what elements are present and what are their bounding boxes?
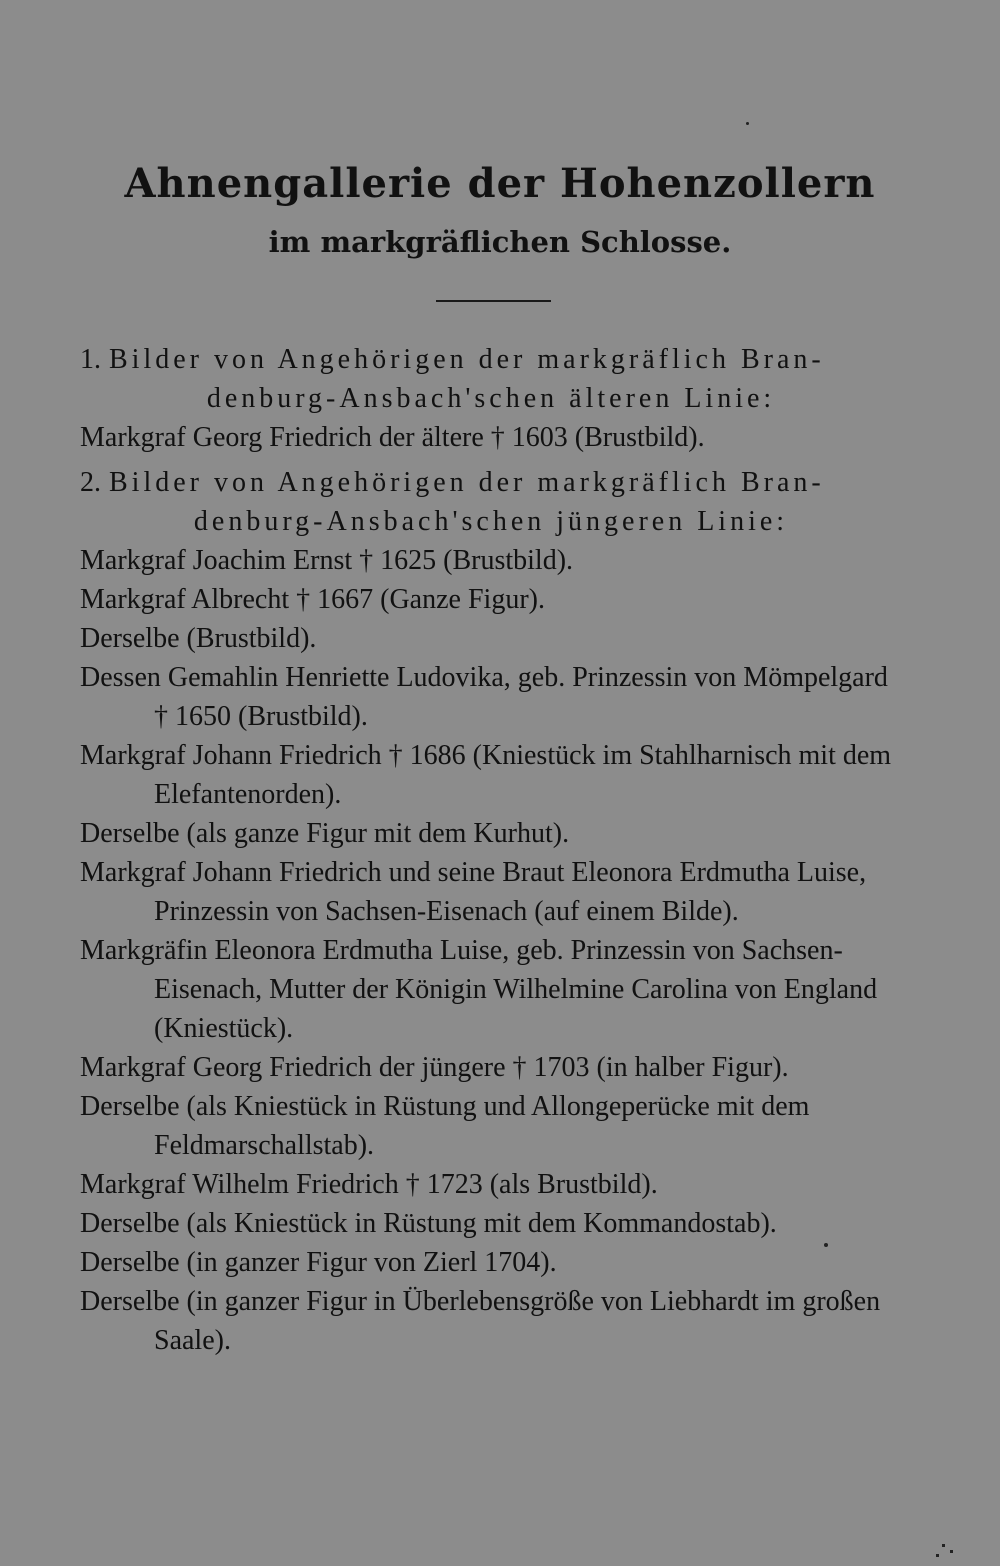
section-heading-continuation: denburg-Ansbach'schen älteren Linie: bbox=[206, 383, 776, 414]
page-subtitle: im markgräflichen Schlosse. bbox=[268, 225, 732, 259]
list-item: Derselbe (als Kniestück in Rüstung mit dem Kommandostab). bbox=[80, 1208, 777, 1239]
ink-speck bbox=[746, 122, 749, 125]
document-body bbox=[80, 340, 902, 1366]
list-item: Dessen Gemahlin Henriette Ludovika, geb. Prinzessin von Mömpelgard † 1650 (Brustbild). bbox=[80, 662, 888, 732]
list-item: Derselbe (Brustbild). bbox=[80, 623, 317, 654]
page-title: Ahnengallerie der Hohenzollern bbox=[124, 160, 876, 207]
section-number: 1. bbox=[80, 344, 101, 375]
list-item: Markgraf Georg Friedrich der jüngere † 1703 (in halber Figur). bbox=[80, 1052, 789, 1083]
title-divider bbox=[436, 300, 551, 302]
list-item: Markgraf Joachim Ernst † 1625 (Brustbild). bbox=[80, 545, 574, 576]
section-2 bbox=[80, 463, 902, 1360]
edge-specks bbox=[928, 1540, 968, 1560]
list-item: Derselbe (in ganzer Figur in Überlebensgröße von Liebhardt im großen Saale). bbox=[80, 1286, 881, 1356]
list-item: Derselbe (in ganzer Figur von Zierl 1704). bbox=[80, 1247, 557, 1278]
list-item: Derselbe (als ganze Figur mit dem Kurhut). bbox=[80, 818, 570, 849]
section-number: 2. bbox=[80, 467, 101, 498]
ink-speck bbox=[824, 1243, 828, 1247]
list-item: Markgraf Georg Friedrich der ältere † 1603 (Brustbild). bbox=[80, 422, 705, 453]
section-heading bbox=[80, 463, 902, 541]
section-heading-continuation: denburg-Ansbach'schen jüngeren Linie: bbox=[193, 506, 789, 537]
list-item: Markgraf Albrecht † 1667 (Ganze Figur). bbox=[80, 584, 545, 615]
list-item: Markgraf Johann Friedrich und seine Braut Eleonora Erdmutha Luise, Prinzessin von Sachsen-Eisenach (auf einem Bilde). bbox=[80, 857, 867, 927]
list-item: Markgraf Johann Friedrich † 1686 (Kniestück im Stahlharnisch mit dem Elefantenorden). bbox=[80, 740, 892, 810]
section-1 bbox=[80, 340, 902, 457]
section-heading-text: Bilder von Angehörigen der markgräflich Bran- bbox=[109, 467, 825, 498]
list-item: Markgraf Wilhelm Friedrich † 1723 (als Brustbild). bbox=[80, 1169, 658, 1200]
list-item: Derselbe (als Kniestück in Rüstung und Allongeperücke mit dem Feldmarschallstab). bbox=[80, 1091, 810, 1161]
section-heading-text: Bilder von Angehörigen der markgräflich Bran- bbox=[109, 344, 825, 375]
list-item: Markgräfin Eleonora Erdmutha Luise, geb. Prinzessin von Sachsen-Eisenach, Mutter der Königin Wilhelmine Carolina von England (Kniestück). bbox=[80, 935, 878, 1044]
section-heading bbox=[80, 340, 902, 418]
